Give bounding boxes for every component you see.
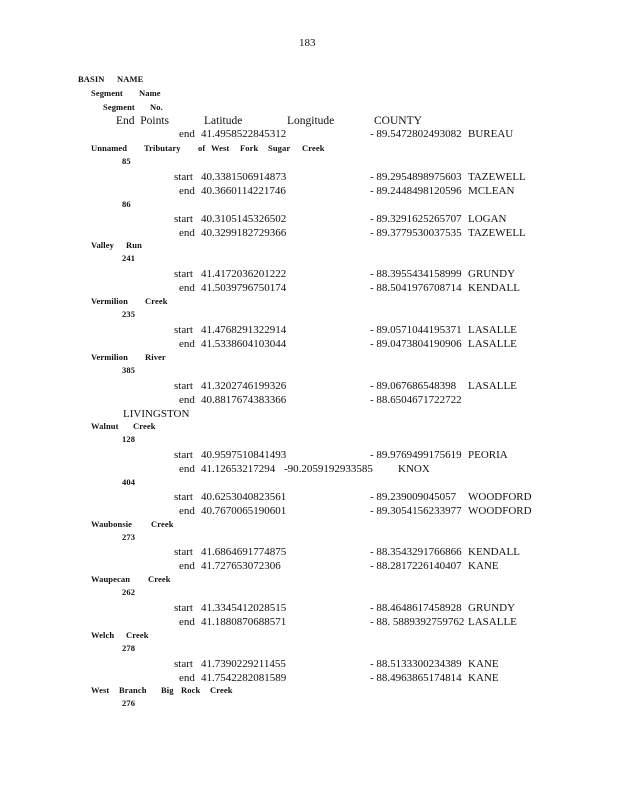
latitude-value: 41.4958522845312 <box>201 128 287 140</box>
longitude-value: - 88.4648617458928 <box>370 602 462 614</box>
segment-number: 404 <box>122 477 136 487</box>
latitude-value: 41.12653217294 <box>201 463 276 475</box>
latitude-value: 40.7670065190601 <box>201 505 287 517</box>
county-value: KENDALL <box>468 282 520 294</box>
longitude-value: - 88.5041976708714 <box>370 282 462 294</box>
county-value: WOODFORD <box>468 505 532 517</box>
county-value: KANE <box>468 658 499 670</box>
segment-name-word: West <box>211 143 230 153</box>
latitude-value: 40.6253040823561 <box>201 491 287 503</box>
county-continuation: LIVINGSTON <box>123 408 190 420</box>
page-number: 183 <box>299 37 316 49</box>
segment-name-word: Valley <box>91 240 114 250</box>
county-value: KANE <box>468 560 499 572</box>
segment-number: 276 <box>122 698 136 708</box>
segment-name-word: Sugar <box>268 143 291 153</box>
header-end-points: End Points <box>116 115 170 127</box>
segment-name-word: Rock <box>181 685 201 695</box>
latitude-value: 40.3105145326502 <box>201 213 287 225</box>
county-value: GRUNDY <box>468 602 516 614</box>
endpoint-label: end <box>179 128 195 140</box>
header-no: No. <box>150 102 163 112</box>
segment-number: 86 <box>122 199 131 209</box>
endpoint-label: end <box>179 560 195 572</box>
latitude-value: 40.3299182729366 <box>201 227 287 239</box>
header-segment-no-label: Segment <box>103 102 135 112</box>
segment-name-word: Waupecan <box>91 574 131 584</box>
latitude-value: 41.4768291322914 <box>201 324 287 336</box>
county-value: KENDALL <box>468 546 520 558</box>
county-value: TAZEWELL <box>468 227 526 239</box>
header-county: COUNTY <box>374 115 422 127</box>
longitude-value: - 88.5133300234389 <box>370 658 462 670</box>
segment-name-word: Creek <box>151 519 174 529</box>
endpoint-label: start <box>174 602 193 614</box>
endpoint-label: end <box>179 463 195 475</box>
latitude-value: 41.7542282081589 <box>201 672 287 684</box>
segment-name-word: West <box>91 685 110 695</box>
county-value: LASALLE <box>468 616 517 628</box>
endpoint-label: start <box>174 491 193 503</box>
endpoint-label: end <box>179 672 195 684</box>
longitude-value: - 89.239009045057 <box>370 491 457 503</box>
longitude-value: - 89.3054156233977 <box>370 505 462 517</box>
segment-number: 385 <box>122 365 136 375</box>
county-value: LOGAN <box>468 213 507 225</box>
segment-name-word: Creek <box>145 296 168 306</box>
longitude-value: - 88.6504671722722 <box>370 394 462 406</box>
latitude-value: 40.3381506914873 <box>201 171 287 183</box>
endpoint-label: start <box>174 380 193 392</box>
longitude-value: - 88. 5889392759762 <box>370 616 465 628</box>
county-value: MCLEAN <box>468 185 515 197</box>
endpoint-label: end <box>179 616 195 628</box>
county-value: GRUNDY <box>468 268 516 280</box>
endpoint-label: start <box>174 268 193 280</box>
county-value: TAZEWELL <box>468 171 526 183</box>
endpoint-label: end <box>179 185 195 197</box>
header-segment-name: Name <box>139 88 161 98</box>
county-value: KNOX <box>398 463 430 475</box>
segment-number: 241 <box>122 253 136 263</box>
longitude-value: - 89.0473804190906 <box>370 338 462 350</box>
segment-name-word: Waubonsie <box>91 519 133 529</box>
segment-name-word: Welch <box>91 630 115 640</box>
endpoint-label: start <box>174 449 193 461</box>
segment-name-word: Run <box>126 240 142 250</box>
endpoint-label: end <box>179 394 195 406</box>
endpoint-label: start <box>174 213 193 225</box>
longitude-value: - 89.0571044195371 <box>370 324 462 336</box>
endpoint-label: start <box>174 171 193 183</box>
segment-name-word: Big <box>161 685 174 695</box>
longitude-value: - 89.067686548398 <box>370 380 457 392</box>
longitude-value: - 89.3291625265707 <box>370 213 462 225</box>
latitude-value: 40.9597510841493 <box>201 449 287 461</box>
segment-name-word: Walnut <box>91 421 119 431</box>
latitude-value: 40.3660114221746 <box>201 185 286 197</box>
header-segment: Segment <box>91 88 123 98</box>
county-value: LASALLE <box>468 338 517 350</box>
segment-name-word: of <box>198 143 206 153</box>
latitude-value: 41.1880870688571 <box>201 616 287 628</box>
segment-name-word: Tributary <box>144 143 181 153</box>
segment-name-word: Vermilion <box>91 296 128 306</box>
endpoint-label: end <box>179 505 195 517</box>
header-basin: BASIN <box>78 74 105 84</box>
longitude-value: - 89.5472802493082 <box>370 128 462 140</box>
longitude-value: - 88.3955434158999 <box>370 268 462 280</box>
county-value: BUREAU <box>468 128 514 140</box>
county-value: WOODFORD <box>468 491 532 503</box>
longitude-value: - 88.3543291766866 <box>370 546 462 558</box>
latitude-value: 41.6864691774875 <box>201 546 287 558</box>
endpoint-label: end <box>179 338 195 350</box>
segment-number: 262 <box>122 587 136 597</box>
latitude-value: 41.7390229211455 <box>201 658 286 670</box>
segment-number: 273 <box>122 532 136 542</box>
segment-name-word: Branch <box>119 685 147 695</box>
latitude-value: 41.727653072306 <box>201 560 281 572</box>
segment-number: 278 <box>122 643 136 653</box>
segment-name-word: Creek <box>126 630 149 640</box>
latitude-value: 40.8817674383366 <box>201 394 287 406</box>
latitude-value: 41.3345412028515 <box>201 602 287 614</box>
latitude-value: 41.5039796750174 <box>201 282 287 294</box>
segment-name-word: Creek <box>148 574 171 584</box>
longitude-value: - 88.2817226140407 <box>370 560 462 572</box>
header-name: NAME <box>117 74 144 84</box>
longitude-value: - 88.4963865174814 <box>370 672 462 684</box>
segment-number: 85 <box>122 156 131 166</box>
segment-number: 235 <box>122 309 136 319</box>
endpoint-label: start <box>174 324 193 336</box>
county-value: PEORIA <box>468 449 508 461</box>
segment-name-word: Creek <box>302 143 325 153</box>
county-value: LASALLE <box>468 324 517 336</box>
endpoint-label: end <box>179 227 195 239</box>
header-longitude: Longitude <box>287 115 335 127</box>
segment-name-word: Vermilion <box>91 352 128 362</box>
county-value: KANE <box>468 672 499 684</box>
endpoint-label: start <box>174 658 193 670</box>
header-latitude: Latitude <box>204 115 243 127</box>
county-value: LASALLE <box>468 380 517 392</box>
segment-number: 128 <box>122 434 136 444</box>
longitude-value: - 89.2954898975603 <box>370 171 462 183</box>
latitude-value: 41.5338604103044 <box>201 338 287 350</box>
segment-name-word: Creek <box>133 421 156 431</box>
longitude-value: - 89.9769499175619 <box>370 449 462 461</box>
longitude-value: -90.2059192933585 <box>284 463 373 475</box>
latitude-value: 41.4172036201222 <box>201 268 287 280</box>
segment-name-word: River <box>145 352 166 362</box>
segment-name-word: Unnamed <box>91 143 128 153</box>
segment-name-word: Fork <box>240 143 259 153</box>
endpoint-label: end <box>179 282 195 294</box>
latitude-value: 41.3202746199326 <box>201 380 287 392</box>
longitude-value: - 89.3779530037535 <box>370 227 462 239</box>
endpoint-label: start <box>174 546 193 558</box>
segment-name-word: Creek <box>210 685 233 695</box>
longitude-value: - 89.2448498120596 <box>370 185 462 197</box>
